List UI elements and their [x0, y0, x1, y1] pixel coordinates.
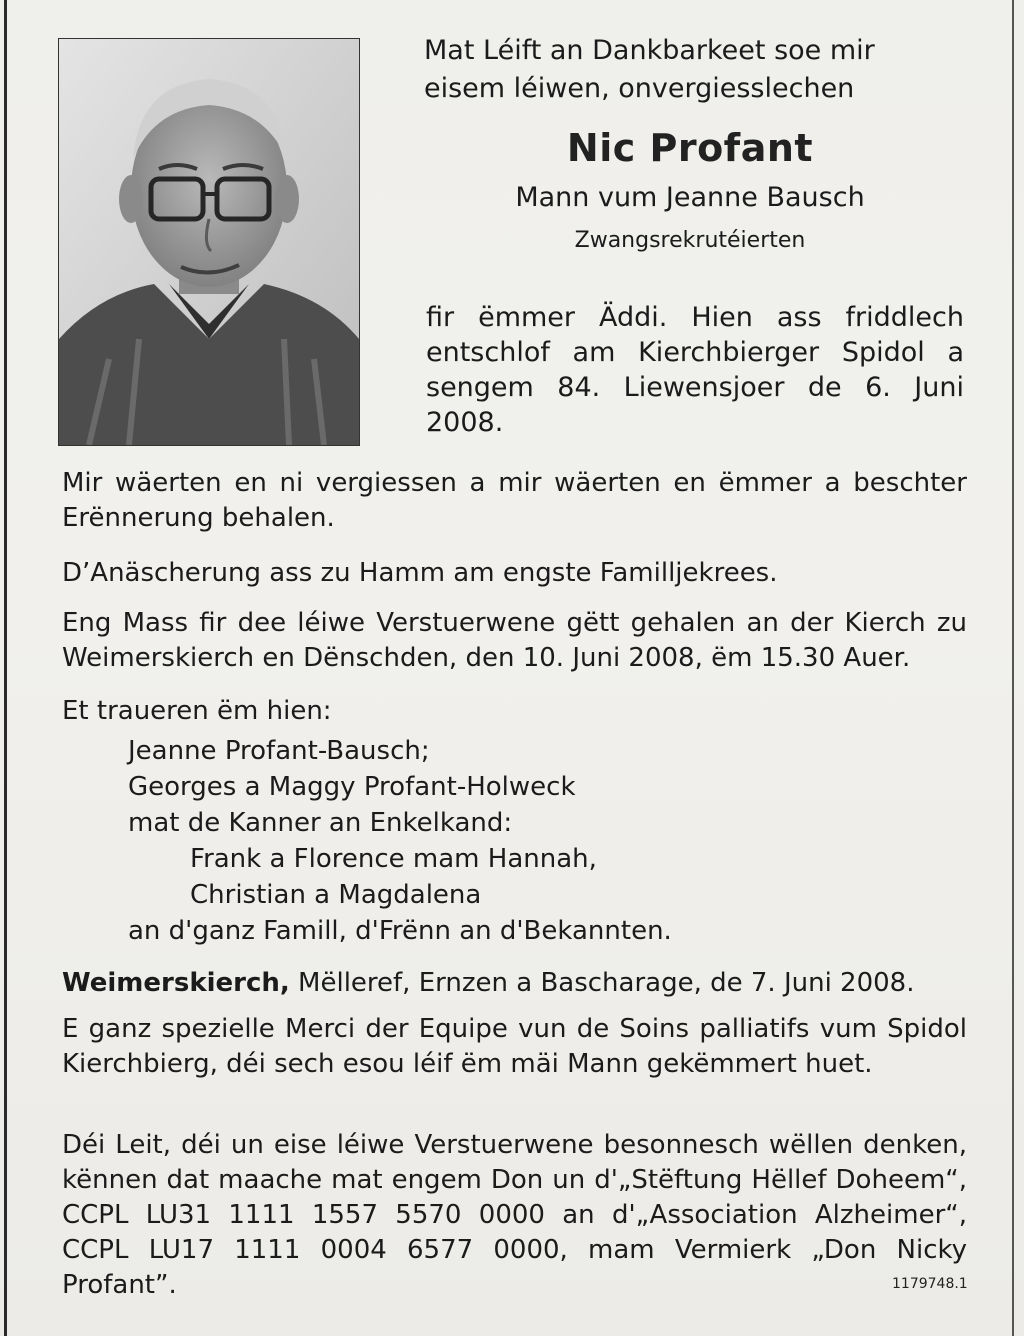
reference-number: 1179748.1: [892, 1276, 968, 1292]
mass-text: Eng Mass fir dee léiwe Verstuerwene gëtt gehalen an der Kierch zu Weimerskierch en Dënschden, den 10. Juni 2008, ëm 15.30 Auer.: [62, 608, 967, 673]
grandchild-line: Frank a Florence mam Hannah,: [190, 844, 597, 874]
place-date-line: [62, 966, 967, 1001]
donation-text: Déi Leit, déi un eise léiwe Verstuerwene besonnesch wëllen denken, kënnen dat maache mat engem Don un d'„Stëftung Hëllef Doheem“, CCPL LU31 1111 1557 5570 0000 an d'„Association Alzheimer“, CCPL LU17 1111 0004 6577 0000, mam Vermierk „Don Nicky Profant”.: [62, 1130, 967, 1300]
deceased-name: Nic Profant: [566, 126, 814, 170]
death-text: fir ëmmer Äddi. Hien ass friddlech entschlof am Kierchbierger Spidol a sengem 84. Liewensjoer de 6. Juni 2008.: [426, 302, 964, 438]
conscript-line: Zwangsrekrutéierten: [574, 228, 806, 253]
family-line: an d'ganz Famill, d'Frënn an d'Bekannten.: [128, 916, 672, 946]
mourner-line: mat de Kanner an Enkelkand:: [128, 808, 513, 838]
mourner-line: Georges a Maggy Profant-Holweck: [128, 772, 576, 802]
cremation-text: D’Anäscherung ass zu Hamm am engste Familljekrees.: [62, 558, 778, 588]
place-date-rest: Mëlleref, Ernzen a Bascharage, de 7. Juni 2008.: [289, 968, 915, 998]
memory-text: Mir wäerten en ni vergiessen a mir wäerten en ëmmer a beschter Erënnerung behalen.: [62, 468, 967, 533]
thanks-text: E ganz spezielle Merci der Equipe vun de Soins palliatifs vum Spidol Kierchbierg, déi sech esou léif ëm mäi Mann gekëmmert huet.: [62, 1014, 967, 1079]
mourners-heading: Et traueren ëm hien:: [62, 696, 332, 726]
portrait-photo: [58, 38, 360, 446]
place-name: Weimerskierch,: [62, 968, 290, 998]
spouse-line: Mann vum Jeanne Bausch: [515, 182, 865, 213]
mourner-line: Jeanne Profant-Bausch;: [128, 736, 430, 766]
grandchild-line: Christian a Magdalena: [190, 880, 482, 910]
portrait-image: [59, 39, 359, 445]
intro-text: Mat Léift an Dankbarkeet soe mir eisem léiwen, onvergiesslechen: [424, 35, 875, 104]
